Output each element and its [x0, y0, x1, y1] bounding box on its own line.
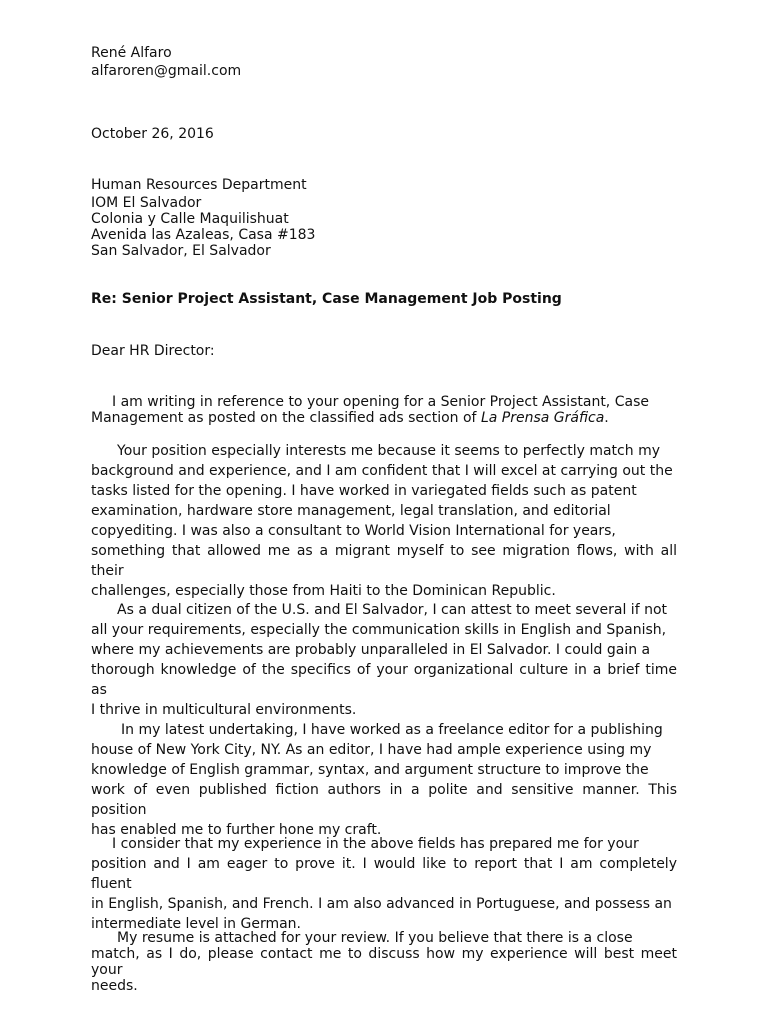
paragraph-line — [91, 394, 677, 410]
paragraph-line — [91, 410, 677, 426]
paragraph-line: challenges, especially those from Haiti to the Dominican Republic. — [91, 583, 556, 599]
paragraph-4 — [91, 720, 677, 840]
paragraph-line: background and experience, and I am confident that I will excel at carrying out the — [91, 463, 673, 479]
newspaper-title: La Prensa Gráfica — [480, 410, 605, 426]
paragraph-line: examination, hardware store management, legal translation, and editorial — [91, 503, 611, 519]
subject-line: Re: Senior Project Assistant, Case Management Job Posting — [91, 291, 562, 307]
paragraph-line: tasks listed for the opening. I have worked in variegated fields such as patent — [91, 483, 637, 499]
paragraph-line — [91, 600, 677, 620]
sender-email: alfaroren@gmail.com — [91, 63, 242, 79]
paragraph-line: knowledge of English grammar, syntax, and argument structure to improve the — [91, 762, 649, 778]
paragraph-line: work of even published fiction authors in a polite and sensitive manner. This position — [91, 782, 677, 818]
paragraph-line: has enabled me to further hone my craft. — [91, 822, 382, 838]
paragraph-text: As a dual citizen of the U.S. and El Salvador, I can attest to meet several if not — [117, 602, 668, 618]
paragraph-line — [91, 834, 677, 854]
paragraph-line — [91, 930, 677, 946]
letter-date: October 26, 2016 — [91, 126, 214, 142]
paragraph-5 — [91, 834, 677, 934]
recipient-department: Human Resources Department — [91, 177, 307, 193]
paragraph-line: needs. — [91, 978, 138, 994]
sender-name: René Alfaro — [91, 45, 172, 61]
paragraph-line: thorough knowledge of the specifics of your organizational culture in a brief time as — [91, 662, 677, 698]
paragraph-line: house of New York City, NY. As an editor, I have had ample experience using my — [91, 742, 652, 758]
paragraph-line: where my achievements are probably unparalleled in El Salvador. I could gain a — [91, 642, 651, 658]
paragraph-text: In my latest undertaking, I have worked as a freelance editor for a publishing — [121, 722, 663, 738]
paragraph-line: in English, Spanish, and French. I am also advanced in Portuguese, and possess an — [91, 896, 672, 912]
paragraph-line: intermediate level in German. — [91, 916, 301, 932]
paragraph-3 — [91, 600, 677, 720]
paragraph-line: something that allowed me as a migrant myself to see migration flows, with all their — [91, 543, 677, 579]
recipient-address: Avenida las Azaleas, Casa #183 — [91, 227, 316, 243]
recipient-city: San Salvador, El Salvador — [91, 243, 271, 259]
recipient-street: Colonia y Calle Maquilishuat — [91, 211, 289, 227]
paragraph-text: I am writing in reference to your opening for a Senior Project Assistant, Case — [112, 394, 649, 410]
paragraph-text: Your position especially interests me because it seems to perfectly match my — [117, 443, 660, 459]
paragraph-line: position and I am eager to prove it. I would like to report that I am completely fluent — [91, 856, 677, 892]
paragraph-2 — [91, 441, 677, 601]
paragraph-line: I thrive in multicultural environments. — [91, 702, 357, 718]
paragraph-text: I consider that my experience in the above fields has prepared me for your — [112, 836, 639, 852]
paragraph-text: . — [604, 410, 609, 426]
paragraph-text: Management as posted on the classified ads section of — [91, 410, 481, 426]
paragraph-line — [91, 441, 677, 461]
paragraph-line: match, as I do, please contact me to discuss how my experience will best meet your — [91, 946, 677, 978]
paragraph-text: My resume is attached for your review. If you believe that there is a close — [117, 930, 633, 946]
paragraph-line: copyediting. I was also a consultant to World Vision International for years, — [91, 523, 616, 539]
salutation: Dear HR Director: — [91, 343, 215, 359]
paragraph-line: all your requirements, especially the communication skills in English and Spanish, — [91, 622, 667, 638]
paragraph-1 — [91, 394, 677, 426]
recipient-organization: IOM El Salvador — [91, 195, 202, 211]
paragraph-6 — [91, 930, 677, 994]
paragraph-line — [91, 720, 677, 740]
